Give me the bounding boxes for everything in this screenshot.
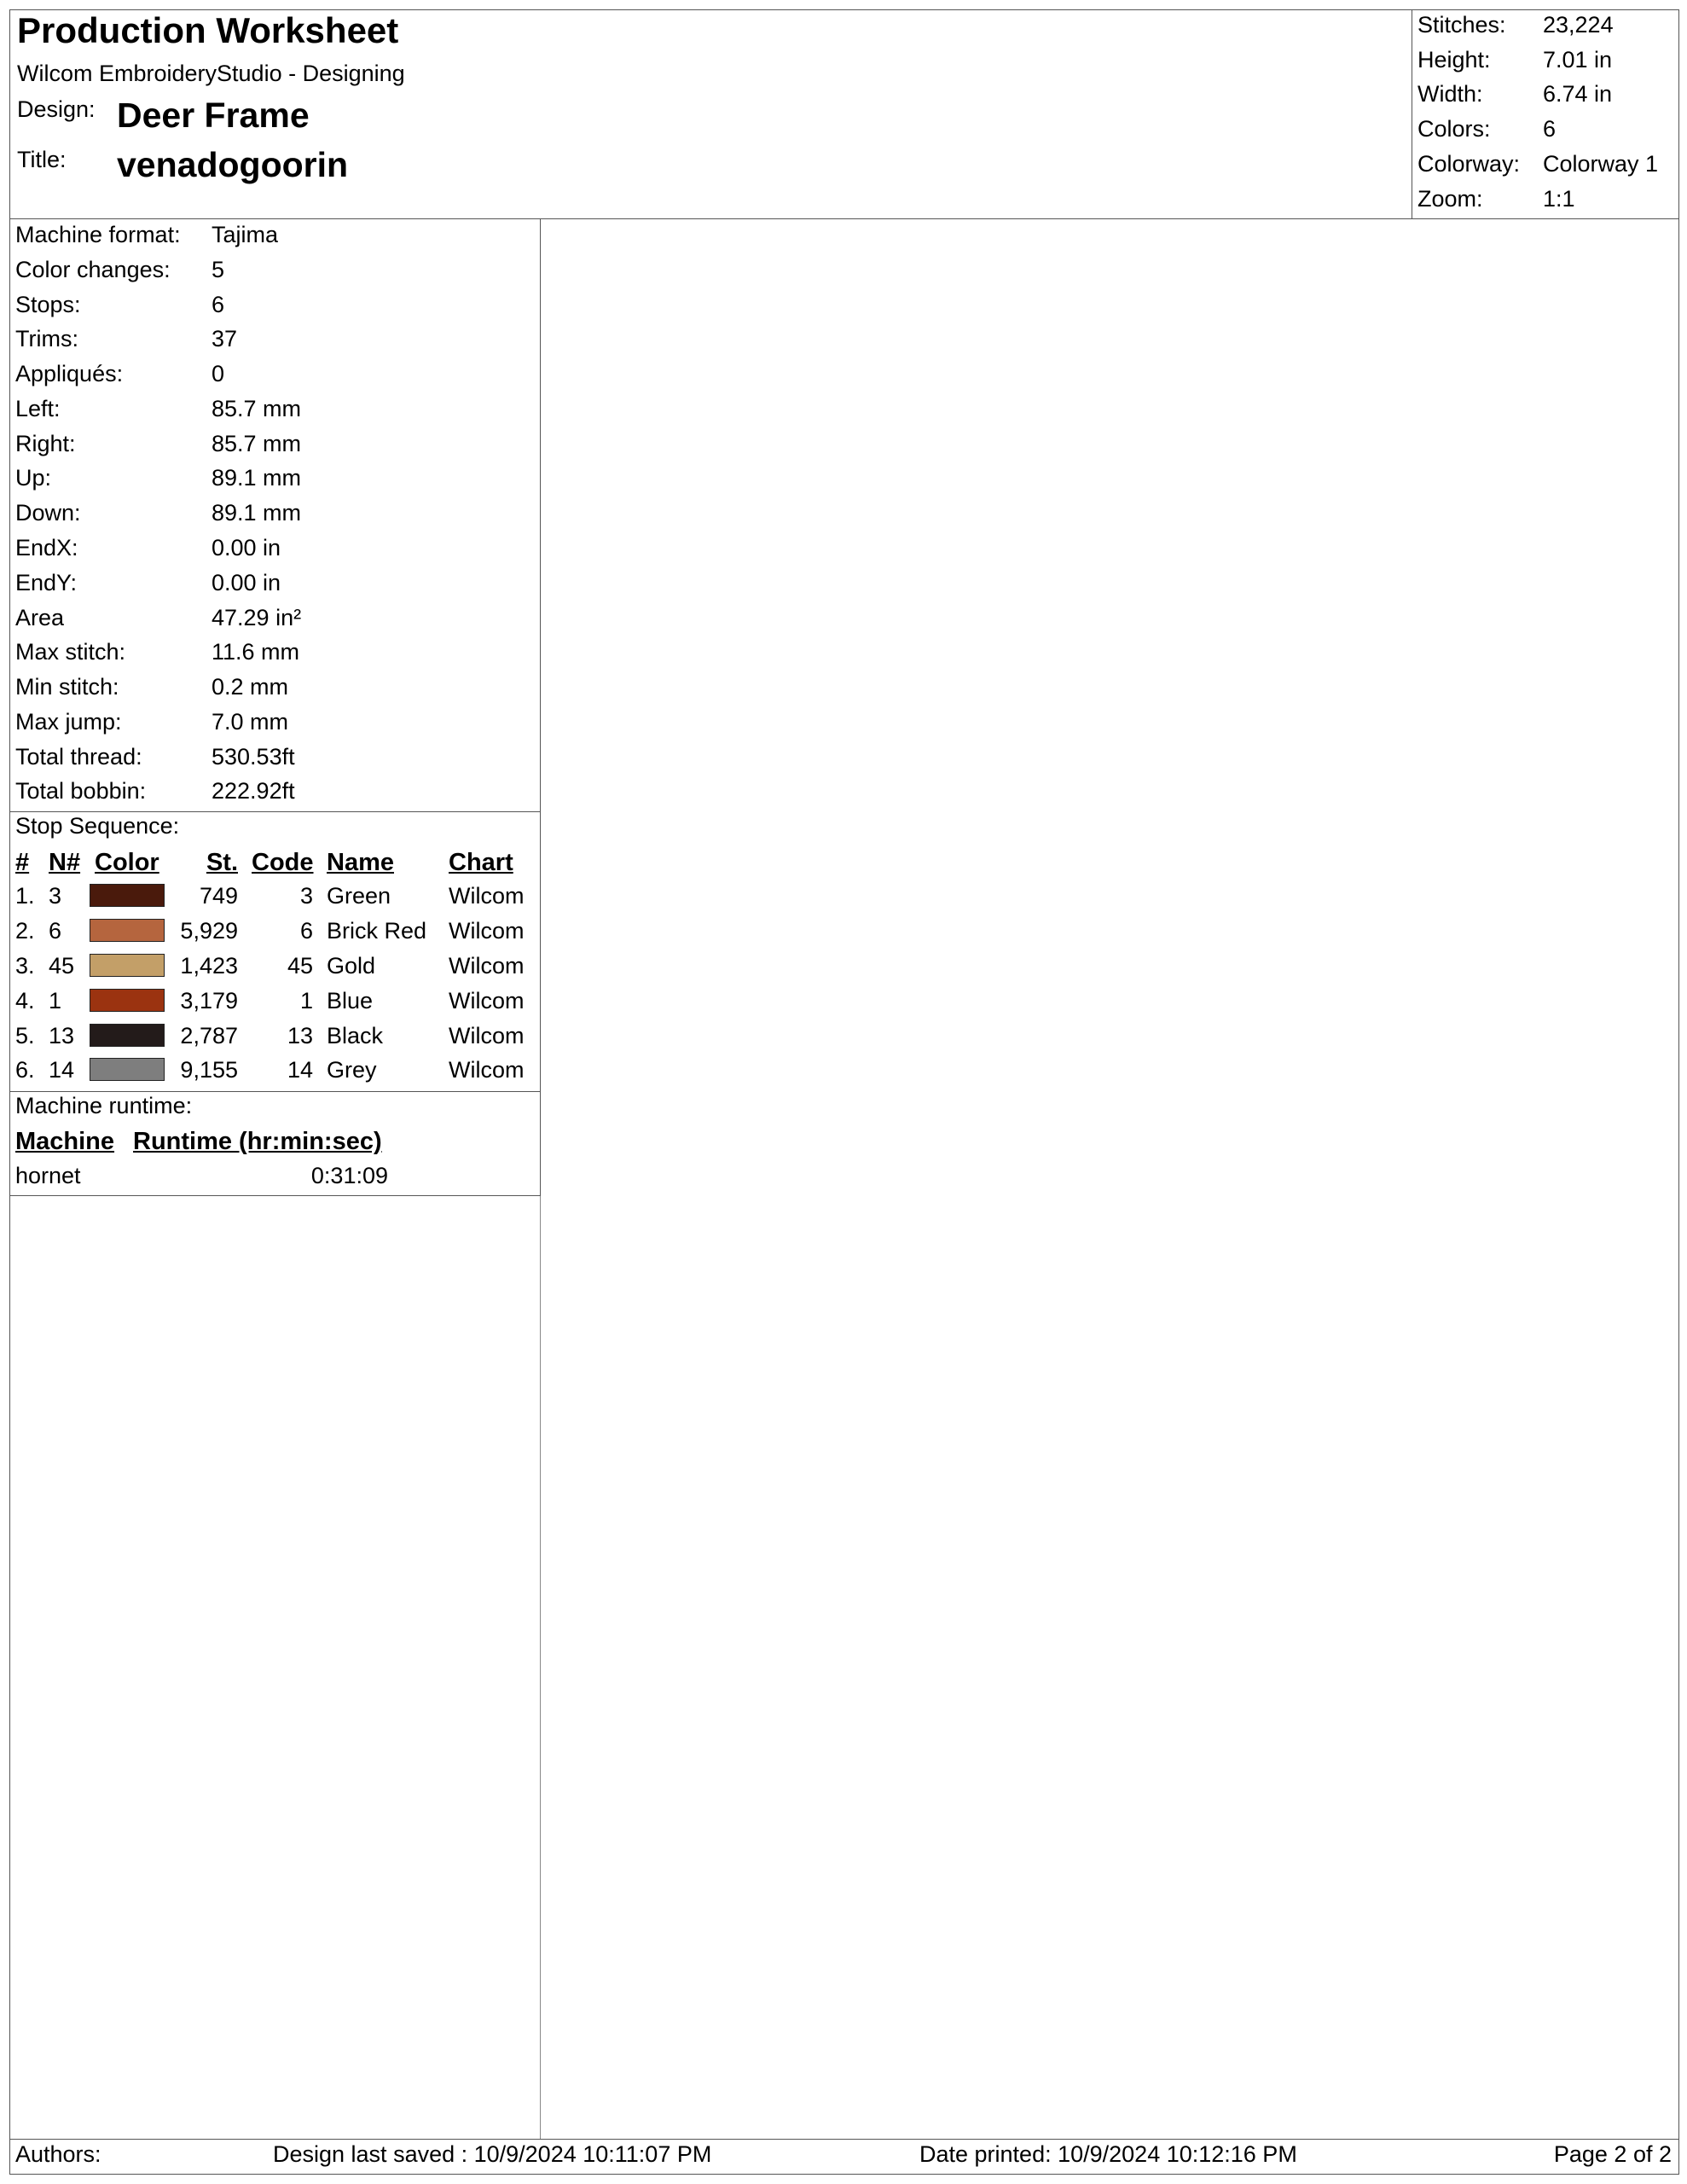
runtime-col-machine: Machine — [15, 1128, 115, 1155]
color-swatch — [90, 884, 165, 907]
detail-label: Color changes: — [15, 257, 171, 282]
row-needle: 1 — [49, 988, 62, 1014]
detail-label: Up: — [15, 465, 52, 491]
column-header-color: Color — [95, 849, 159, 876]
row-num: 4. — [15, 988, 35, 1014]
detail-value: 89.1 mm — [212, 465, 302, 491]
row-name: Brick Red — [327, 918, 427, 944]
row-chart: Wilcom — [449, 1057, 525, 1083]
detail-label: Max jump: — [15, 709, 122, 735]
detail-value: 5 — [212, 257, 225, 282]
column-header-code: Code — [252, 849, 314, 876]
color-swatch — [90, 919, 165, 942]
row-chart: Wilcom — [449, 1023, 525, 1048]
row-num: 6. — [15, 1057, 35, 1083]
column-header-name: Name — [327, 849, 394, 876]
summary-label: Height: — [1417, 47, 1491, 73]
detail-value: 0 — [212, 361, 225, 386]
detail-value: 6 — [212, 292, 225, 317]
detail-label: Stops: — [15, 292, 81, 317]
detail-value: 37 — [212, 326, 238, 351]
color-swatch — [90, 1024, 165, 1047]
summary-label: Stitches: — [1417, 12, 1506, 38]
detail-label: EndX: — [15, 535, 78, 561]
detail-label: Appliqués: — [15, 361, 124, 386]
row-code: 14 — [287, 1057, 313, 1083]
detail-value: 47.29 in² — [212, 605, 302, 630]
row-code: 45 — [287, 953, 313, 979]
row-stitches: 5,929 — [180, 918, 238, 944]
row-chart: Wilcom — [449, 918, 525, 944]
row-needle: 6 — [49, 918, 62, 944]
footer-authors: Authors: — [15, 2141, 101, 2167]
page-title: Production Worksheet — [17, 10, 399, 50]
footer-box — [9, 2139, 1679, 2175]
column-header-num: # — [15, 849, 30, 876]
color-swatch — [90, 1058, 165, 1081]
row-name: Blue — [327, 988, 374, 1014]
summary-value: 23,224 — [1543, 12, 1614, 38]
summary-value: 1:1 — [1543, 186, 1575, 212]
title-label: Title: — [17, 147, 67, 172]
row-code: 1 — [299, 988, 313, 1014]
detail-label: Right: — [15, 431, 76, 456]
row-stitches: 9,155 — [180, 1057, 238, 1083]
detail-label: Area — [15, 605, 65, 630]
summary-label: Colorway: — [1417, 151, 1521, 177]
title-name: venadogoorin — [117, 145, 349, 184]
runtime-machine: hornet — [15, 1163, 81, 1188]
detail-label: Total bobbin: — [15, 778, 147, 804]
color-swatch — [90, 989, 165, 1012]
column-header-chart: Chart — [449, 849, 513, 876]
summary-value: Colorway 1 — [1543, 151, 1659, 177]
row-needle: 13 — [49, 1023, 75, 1048]
row-stitches: 1,423 — [180, 953, 238, 979]
design-name: Deer Frame — [117, 96, 310, 135]
detail-label: Machine format: — [15, 222, 181, 247]
detail-label: Min stitch: — [15, 674, 119, 700]
detail-value: 530.53ft — [212, 744, 295, 770]
footer-last-saved: Design last saved : 10/9/2024 10:11:07 PM — [273, 2141, 712, 2167]
summary-label: Zoom: — [1417, 186, 1483, 212]
summary-label: Width: — [1417, 81, 1483, 107]
color-swatch — [90, 954, 165, 977]
row-stitches: 3,179 — [180, 988, 238, 1014]
detail-value: 7.0 mm — [212, 709, 289, 735]
detail-label: Total thread: — [15, 744, 142, 770]
detail-label: Max stitch: — [15, 639, 126, 665]
row-name: Black — [327, 1023, 384, 1048]
detail-value: 85.7 mm — [212, 396, 302, 421]
row-num: 1. — [15, 883, 35, 909]
detail-value: 11.6 mm — [212, 639, 300, 665]
column-header-stitches: St. — [206, 849, 238, 876]
runtime-heading: Machine runtime: — [15, 1093, 193, 1118]
app-subtitle: Wilcom EmbroideryStudio - Designing — [17, 61, 405, 86]
detail-value: 0.00 in — [212, 535, 281, 561]
summary-value: 6 — [1543, 116, 1557, 142]
row-code: 6 — [299, 918, 313, 944]
detail-label: Left: — [15, 396, 61, 421]
column-header-needle: N# — [49, 849, 81, 876]
summary-value: 7.01 in — [1543, 47, 1613, 73]
footer-date-printed: Date printed: 10/9/2024 10:12:16 PM — [919, 2141, 1297, 2167]
row-num: 3. — [15, 953, 35, 979]
row-name: Green — [327, 883, 391, 909]
row-name: Gold — [327, 953, 376, 979]
row-needle: 14 — [49, 1057, 75, 1083]
row-chart: Wilcom — [449, 988, 525, 1014]
detail-value: 0.00 in — [212, 570, 281, 595]
row-num: 5. — [15, 1023, 35, 1048]
stop-sequence-heading: Stop Sequence: — [15, 813, 180, 839]
detail-value: 0.2 mm — [212, 674, 289, 700]
detail-value: 222.92ft — [212, 778, 295, 804]
detail-value: 85.7 mm — [212, 431, 302, 456]
detail-label: EndY: — [15, 570, 78, 595]
design-label: Design: — [17, 96, 96, 122]
detail-value: 89.1 mm — [212, 500, 302, 526]
row-stitches: 749 — [199, 883, 238, 909]
summary-label: Colors: — [1417, 116, 1491, 142]
detail-label: Down: — [15, 500, 81, 526]
row-chart: Wilcom — [449, 883, 525, 909]
detail-value: Tajima — [212, 222, 279, 247]
row-code: 3 — [299, 883, 313, 909]
row-num: 2. — [15, 918, 35, 944]
summary-value: 6.74 in — [1543, 81, 1613, 107]
row-name: Grey — [327, 1057, 377, 1083]
runtime-time: 0:31:09 — [310, 1163, 388, 1188]
row-chart: Wilcom — [449, 953, 525, 979]
footer-page-number: Page 2 of 2 — [1553, 2141, 1672, 2167]
runtime-col-runtime: Runtime (hr:min:sec) — [133, 1128, 382, 1155]
detail-label: Trims: — [15, 326, 78, 351]
row-code: 13 — [287, 1023, 313, 1048]
row-needle: 45 — [49, 953, 75, 979]
row-stitches: 2,787 — [180, 1023, 238, 1048]
row-needle: 3 — [49, 883, 62, 909]
